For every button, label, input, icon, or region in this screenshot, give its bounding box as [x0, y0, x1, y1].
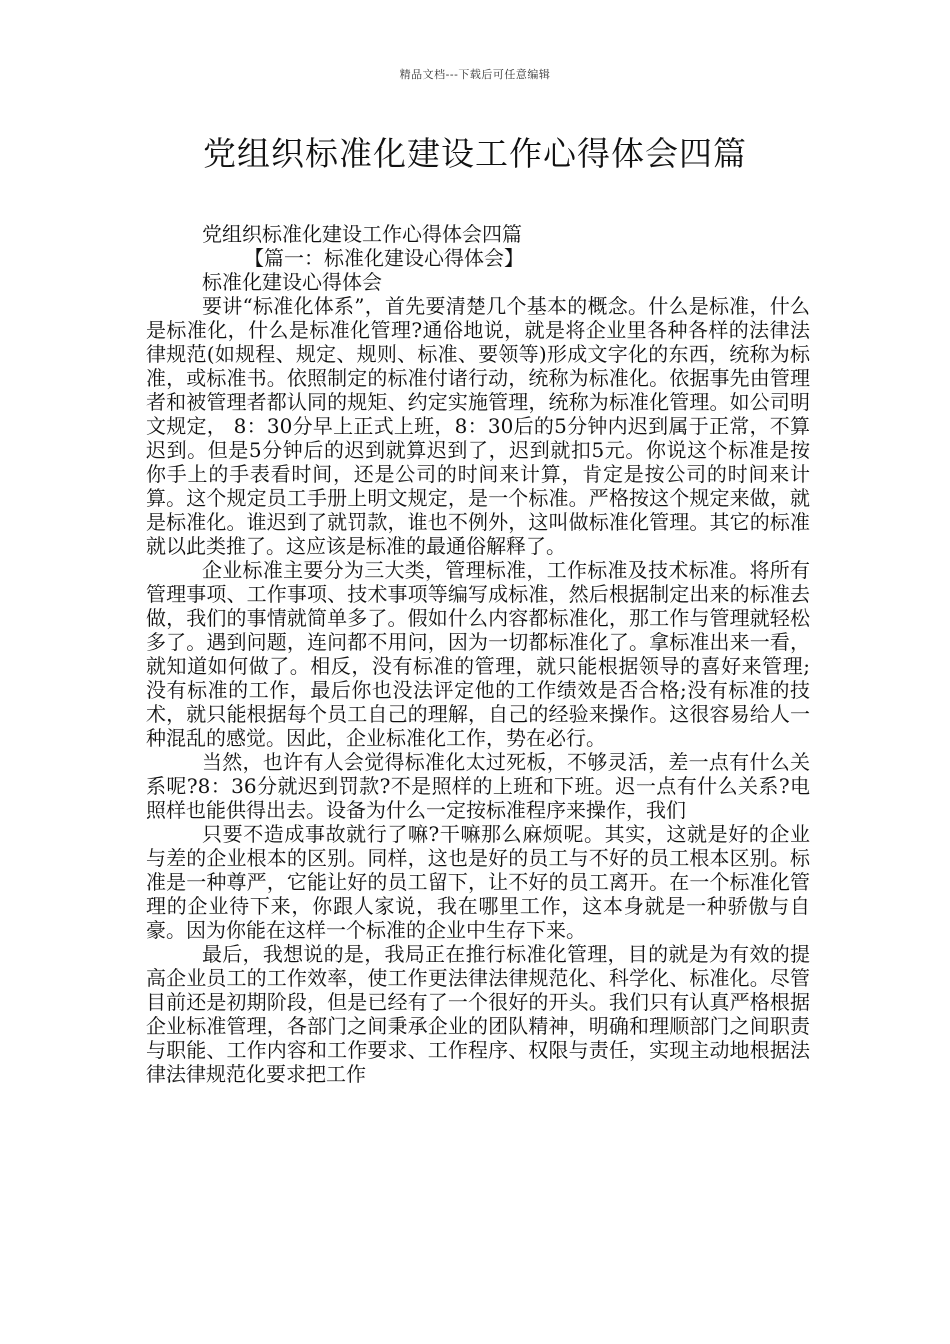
paragraph-5: 最后，我想说的是，我局正在推行标准化管理，目的就是为有效的提高企业员工的工作效率，使工作更法律法律规范化、科学化、标准化。尽管目前还是初期阶段，但是已经有了一个很好的开头。我们只有认真严格根据企业标准管理，各部门之间秉承企业的团队精神，明确和理顺部门之间职责与职能、工作内容和工作要求、工作程序、权限与责任，实现主动地根据法律法律规范化要求把工作	[146, 942, 810, 1086]
document-body	[146, 222, 810, 1086]
document-subtitle: 党组织标准化建设工作心得体会四篇	[202, 222, 522, 246]
document-title: 党组织标准化建设工作心得体会四篇	[203, 134, 747, 173]
paragraph-4: 只要不造成事故就行了嘛?干嘛那么麻烦呢。其实，这就是好的企业与差的企业根本的区别。同样，这也是好的员工与不好的员工根本区别。标准是一种尊严，它能让好的员工留下，让不好的员工离开。在一个标准化管理的企业待下来，你跟人家说，我在哪里工作，这本身就是一种骄傲与自豪。因为你能在这样一个标准的企业中生存下来。	[146, 822, 810, 942]
header-note: 精品文档---下载后可任意编辑	[399, 68, 551, 81]
section-label: 【篇一：标准化建设心得体会】	[244, 246, 524, 270]
paragraph-1: 要讲“标准化体系”，首先要清楚几个基本的概念。什么是标准，什么是标准化，什么是标准化管理?通俗地说，就是将企业里各种各样的法律法律规范(如规程、规定、规则、标准、要领等)形成文字化的东西，统称为标准，或标准书。依照制定的标准付诸行动，统称为标准化。依据事先由管理者和被管理者都认同的规矩、约定实施管理，统称为标准化管理。如公司明文规定， 8：30分早上正式上班，8：30后的5分钟内迟到属于正常，不算迟到。但是5分钟后的迟到就算迟到了，迟到就扣5元。你说这个标准是按你手上的手表看时间，还是公司的时间来计算，肯定是按公司的时间来计算。这个规定员工手册上明文规定，是一个标准。严格按这个规定来做，就是标准化。谁迟到了就罚款，谁也不例外，这叫做标准化管理。其它的标准就以此类推了。这应该是标准的最通俗解释了。	[146, 294, 810, 558]
paragraph-2: 企业标准主要分为三大类，管理标准，工作标准及技术标准。将所有管理事项、工作事项、技术事项等编写成标准，然后根据制定出来的标准去做，我们的事情就简单多了。假如什么内容都标准化，那工作与管理就轻松多了。遇到问题，连问都不用问，因为一切都标准化了。拿标准出来一看，就知道如何做了。相反，没有标准的管理，就只能根据领导的喜好来管理;没有标准的工作，最后你也没法评定他的工作绩效是否合格;没有标准的技术，就只能根据每个员工自己的理解，自己的经验来操作。这很容易给人一种混乱的感觉。因此，企业标准化工作，势在必行。	[146, 558, 810, 750]
section-title: 标准化建设心得体会	[202, 270, 382, 294]
paragraph-3: 当然，也许有人会觉得标准化太过死板，不够灵活，差一点有什么关系呢?8：36分就迟到罚款?不是照样的上班和下班。迟一点有什么关系?电照样也能供得出去。设备为什么一定按标准程序来操作，我们	[146, 750, 810, 822]
